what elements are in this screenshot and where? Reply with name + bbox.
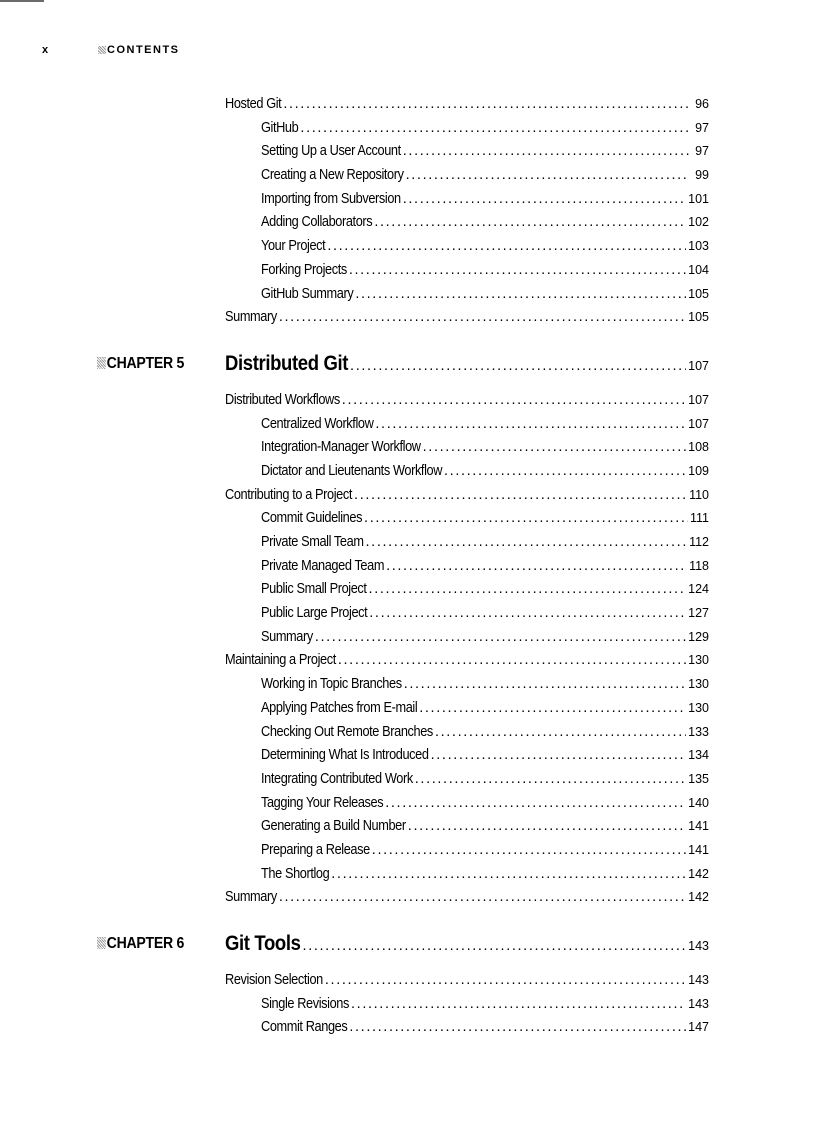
dot-leader (283, 96, 689, 112)
dot-leader (303, 938, 687, 954)
dot-leader (355, 286, 686, 302)
toc-entry[interactable] (261, 120, 709, 144)
toc-entry[interactable] (261, 629, 709, 653)
chapter-label-text: CHAPTER 5 (106, 354, 185, 372)
toc-entry[interactable] (261, 771, 709, 795)
chapter-label (97, 935, 184, 953)
dot-leader (327, 238, 686, 254)
page-number: 142 (688, 866, 709, 881)
dot-leader (342, 392, 686, 408)
chapter-title-entry[interactable] (225, 352, 709, 388)
dot-leader (364, 510, 688, 526)
toc-entry-title: Checking Out Remote Branches (261, 723, 433, 740)
toc-entry-title: Working in Topic Branches (261, 676, 402, 693)
page-number: 134 (688, 748, 709, 763)
page-number: 133 (688, 724, 709, 739)
toc-entry[interactable] (225, 889, 709, 913)
toc-entry-title: Creating a New Repository (261, 167, 404, 184)
page-number: 107 (688, 392, 709, 407)
toc-entry-title: Applying Patches from E-mail (261, 699, 418, 716)
toc-entry-title: Commit Ranges (261, 1019, 348, 1036)
dot-leader (331, 866, 686, 882)
toc-entry-title: Your Project (261, 238, 326, 255)
dot-leader (369, 605, 686, 621)
dot-leader (415, 771, 686, 787)
page-number: 110 (689, 487, 709, 502)
page-number: 140 (688, 795, 709, 810)
dot-leader (325, 972, 686, 988)
page-number: 130 (688, 677, 709, 692)
dot-leader (354, 487, 687, 503)
dot-leader (372, 842, 686, 858)
page-number: 107 (688, 416, 709, 431)
dot-leader (369, 581, 687, 597)
toc-entry[interactable] (261, 262, 709, 286)
toc-entry[interactable] (261, 581, 709, 605)
dot-leader (403, 191, 686, 207)
toc-entry-title: Public Large Project (261, 605, 368, 622)
toc-entry[interactable] (261, 416, 709, 440)
toc-entry-title: Generating a Build Number (261, 818, 406, 835)
toc-entry[interactable] (261, 1019, 709, 1043)
toc-entry[interactable] (225, 652, 709, 676)
toc-entry-title: The Shortlog (261, 865, 330, 882)
square-ornament-icon (98, 46, 106, 54)
toc-entry[interactable] (261, 866, 709, 890)
toc-entry[interactable] (261, 795, 709, 819)
toc-entry-title: Dictator and Lieutenants Workflow (261, 462, 443, 479)
running-head-section: CONTENTS (107, 44, 180, 56)
toc-entry[interactable] (261, 818, 709, 842)
toc-entry-title: Setting Up a User Account (261, 143, 401, 160)
toc-entry[interactable] (261, 191, 709, 215)
page-number: 143 (688, 939, 709, 953)
page-number: 143 (688, 973, 709, 987)
toc-entry-title: Summary (225, 889, 277, 906)
dot-leader (300, 120, 689, 136)
toc-entry[interactable] (261, 700, 709, 724)
page-number: 97 (695, 144, 709, 159)
toc-entry-title: Forking Projects (261, 261, 347, 278)
page-number: 105 (688, 286, 709, 301)
page-number: 141 (688, 842, 709, 857)
dot-leader (351, 996, 686, 1012)
toc-entry[interactable] (225, 487, 709, 511)
dot-leader (403, 143, 689, 159)
page-number: 108 (688, 440, 709, 455)
dot-leader (444, 463, 686, 479)
toc-entry-title: Summary (261, 628, 313, 645)
toc-entry-title: Maintaining a Project (225, 652, 336, 669)
dot-leader (408, 818, 686, 834)
toc-entry[interactable] (261, 463, 709, 487)
page-number: 135 (688, 771, 709, 786)
toc-entry[interactable] (261, 238, 709, 262)
dot-leader (279, 309, 686, 325)
toc-entry-title: Determining What Is Introduced (261, 747, 429, 764)
page-number: 99 (695, 168, 709, 183)
page-folio: x (42, 44, 50, 56)
toc-entry[interactable] (261, 676, 709, 700)
page-number: 127 (688, 606, 709, 621)
toc-entry-title: Tagging Your Releases (261, 794, 384, 811)
page-number: 118 (689, 558, 709, 573)
dot-leader (350, 358, 686, 374)
toc-entry-title: GitHub (261, 119, 299, 136)
toc-entry-title: Importing from Subversion (261, 190, 401, 207)
dot-leader (406, 167, 689, 183)
corner-rule (0, 0, 44, 2)
page-number: 124 (688, 582, 709, 597)
toc-entry[interactable] (261, 724, 709, 748)
dot-leader (385, 795, 686, 811)
dot-leader (435, 724, 686, 740)
page-number: 104 (688, 262, 709, 277)
toc-entry[interactable] (261, 286, 709, 310)
running-head (42, 44, 180, 56)
toc-entry-title: Hosted Git (225, 96, 282, 112)
page-number: 143 (688, 996, 709, 1011)
chapter-label (97, 355, 184, 373)
toc-entry-title: Preparing a Release (261, 841, 370, 858)
dot-leader (366, 534, 688, 550)
dot-leader (375, 416, 686, 432)
toc-entry[interactable] (225, 309, 709, 333)
toc-entry-title: GitHub Summary (261, 285, 354, 302)
page-number: 141 (688, 819, 709, 834)
page-number: 97 (695, 120, 709, 135)
dot-leader (349, 262, 686, 278)
page-number: 103 (688, 239, 709, 254)
dot-leader (431, 747, 687, 763)
toc-entry-title: Revision Selection (225, 972, 323, 988)
page-number: 112 (689, 535, 709, 549)
page-number: 147 (688, 1020, 709, 1035)
toc-entry[interactable] (261, 214, 709, 238)
dot-leader (423, 439, 687, 455)
toc-entry[interactable] (261, 534, 709, 558)
dot-leader (404, 676, 686, 692)
toc-entry-title: Summary (225, 309, 277, 326)
toc-entry-title: Centralized Workflow (261, 415, 374, 432)
page-number: 101 (688, 191, 709, 206)
toc-entry-title: Commit Guidelines (261, 510, 363, 527)
page-number: 129 (688, 629, 709, 644)
toc-entry-title: Public Small Project (261, 581, 367, 598)
page-number: 107 (688, 358, 709, 373)
toc-entry[interactable] (225, 972, 709, 996)
toc-chapter-5 (0, 352, 816, 913)
chapter-title-entry[interactable] (225, 932, 709, 968)
toc-entry-title: Integrating Contributed Work (261, 770, 413, 787)
dot-leader (338, 652, 686, 668)
toc-entry[interactable] (261, 996, 709, 1020)
toc-entry-title: Distributed Workflows (225, 391, 340, 408)
toc-entry-title: Adding Collaborators (261, 214, 373, 231)
toc-entry[interactable] (261, 842, 709, 866)
square-ornament-icon (97, 357, 106, 369)
toc-entry-title: Private Managed Team (261, 557, 385, 574)
page-number: 109 (688, 463, 709, 478)
toc-entry[interactable] (261, 747, 709, 771)
square-ornament-icon (97, 937, 106, 949)
toc-entry[interactable] (261, 605, 709, 629)
toc-entry[interactable] (261, 143, 709, 167)
chapter-title: Distributed Git (225, 351, 349, 375)
page-number: 96 (695, 97, 709, 111)
toc-entry-title: Private Small Team (261, 534, 364, 550)
page-number: 105 (688, 310, 709, 325)
dot-leader (349, 1019, 686, 1035)
table-of-contents (0, 96, 816, 1043)
toc-entry[interactable] (261, 558, 709, 582)
page-number: 102 (688, 215, 709, 230)
toc-entry-title: Integration-Manager Workflow (261, 439, 421, 456)
toc-entry[interactable] (261, 439, 709, 463)
dot-leader (374, 214, 686, 230)
chapter-label-text: CHAPTER 6 (106, 935, 185, 952)
page-number: 130 (688, 653, 709, 668)
toc-entry[interactable] (261, 167, 709, 191)
dot-leader (315, 629, 686, 645)
dot-leader (419, 700, 686, 716)
page-number: 130 (688, 700, 709, 715)
toc-entry[interactable] (225, 96, 709, 120)
toc-entry[interactable] (261, 510, 709, 534)
page-number: 111 (689, 511, 709, 526)
dot-leader (279, 889, 686, 905)
toc-entry-title: Single Revisions (261, 995, 349, 1012)
toc-entry[interactable] (225, 392, 709, 416)
toc-chapter-6 (0, 932, 816, 1043)
toc-entry-title: Contributing to a Project (225, 486, 352, 503)
page-number: 142 (688, 890, 709, 905)
dot-leader (386, 558, 687, 574)
chapter-title: Git Tools (225, 932, 301, 955)
toc-continued-section (0, 96, 816, 333)
